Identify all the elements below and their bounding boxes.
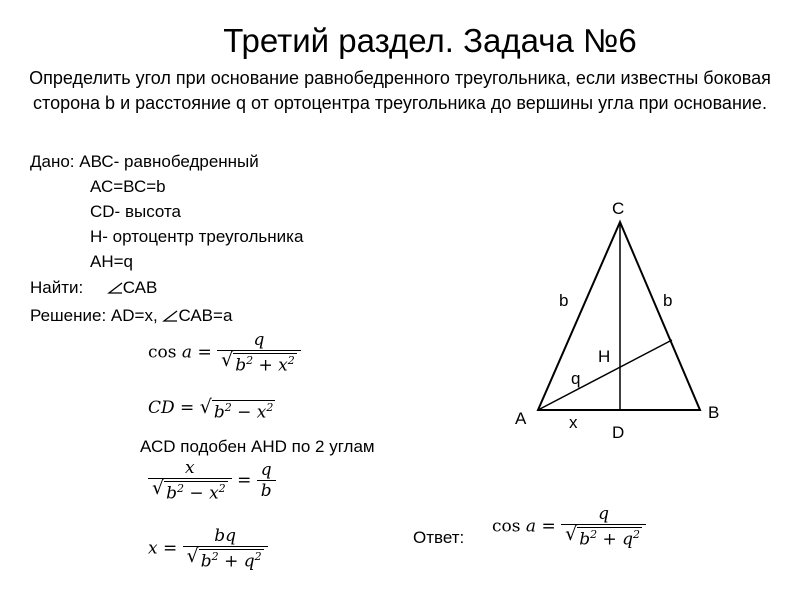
side-b-right-label: b [663, 291, 673, 310]
slide-title: Третий раздел. Задача №6 [223, 22, 637, 59]
formula-cos-a: cos a = q √ $b^2 + x^2$ [148, 330, 301, 376]
segment-q-label: q [571, 369, 581, 388]
given-line-3: Н- ортоцентр треугольника [90, 227, 304, 246]
formula-x: x = bq √ $b^2 + q^2$ [148, 526, 268, 572]
similarity-statement: АСD подобен АНD по 2 углам [140, 437, 375, 456]
find-value: САВ [122, 278, 158, 297]
vertex-a-label: A [515, 409, 527, 428]
point-h-label: H [598, 347, 611, 366]
problem-statement: Определить угол при основание равнобедренного треугольника, если известны боковая сторона b и расстояние q от ортоцентра треугольника до вершины угла при основание. [29, 68, 771, 113]
given-line-2: СD- высота [90, 202, 182, 221]
triangle-abc [538, 222, 700, 410]
segment-x-label: x [569, 413, 578, 432]
given-label: Дано: АВС- равнобедренный [30, 152, 259, 171]
answer-formula: cos a = q √ $b^2 + q^2$ [492, 504, 646, 550]
given-line-4: АН=q [90, 252, 133, 271]
find-label: Найти: [30, 278, 84, 297]
answer-label: Ответ: [413, 528, 465, 547]
formula-cd: CD = √ $b^2 - x^2$ [148, 396, 274, 423]
point-d-label: D [612, 423, 625, 442]
solution-label: Решение: АD=x, [30, 306, 158, 325]
side-b-left-label: b [559, 291, 569, 310]
vertex-c-label: C [612, 199, 625, 218]
formula-ratio: x √ $b^2 - x^2$ = $\frac{q}{b}$ [148, 458, 276, 504]
given-line-1: АС=ВС=b [90, 177, 166, 196]
vertex-b-label: B [708, 403, 720, 422]
solution-angle: САВ=a [178, 306, 233, 325]
